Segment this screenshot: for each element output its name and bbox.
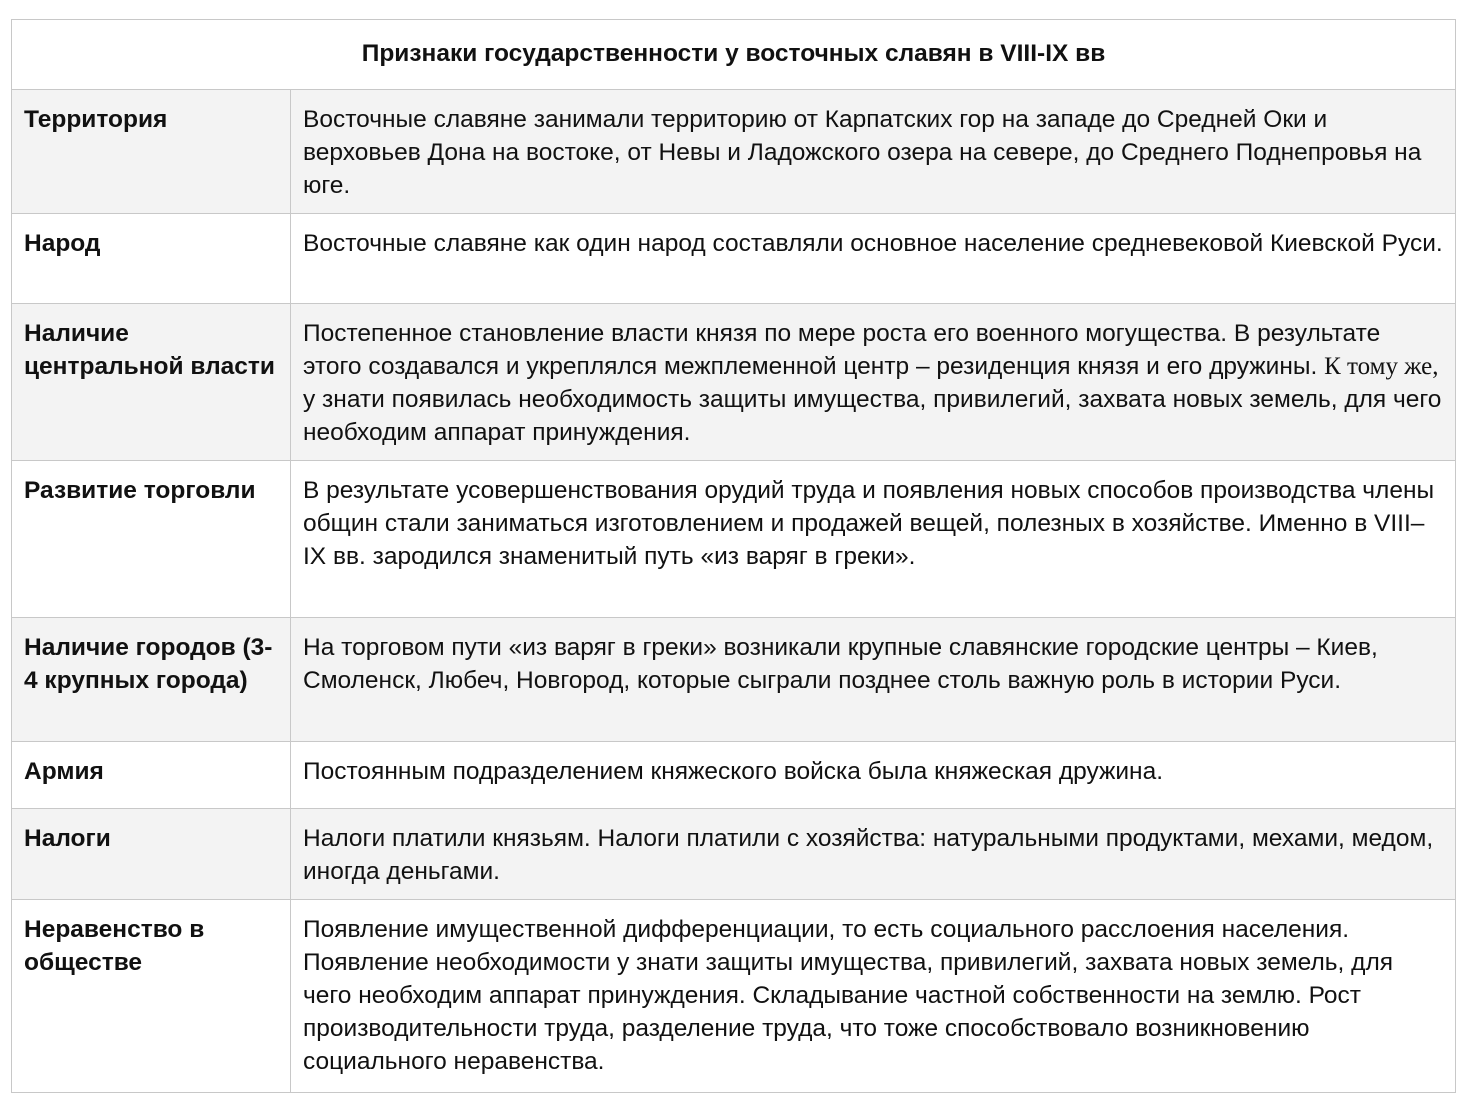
serif-phrase: К тому же,: [1324, 353, 1439, 380]
row-label-trade: Развитие торговли: [12, 461, 291, 618]
row-text-army: Постоянным подразделением княжеского войска была княжеская дружина.: [291, 742, 1456, 809]
row-text-central-power: [291, 304, 1456, 461]
row-label-inequality: Неравенство в обществе: [12, 900, 291, 1093]
row-text-trade: В результате усовершенствования орудий труда и появления новых способов производства члены общин стали заниматься изготовлением и продажей вещей, полезных в хозяйстве. Именно в VIII–IX вв. зародился знаменитый путь «из варяг в греки».: [291, 461, 1456, 618]
text-part: у знати появилась необходимость защиты имущества, привилегий, захвата новых земель, для чего необходим аппарат принуждения.: [303, 386, 1442, 446]
table-row: [12, 461, 1456, 618]
table-row: [12, 304, 1456, 461]
table-header-row: [12, 20, 1456, 90]
text-part: Постепенное становление власти князя по мере роста его военного могущества. В результате этого создавался и укреплялся межплеменной центр – резиденция князя и его дружины.: [303, 320, 1381, 380]
row-label-army: Армия: [12, 742, 291, 809]
document: [11, 19, 1456, 1093]
table-row: [12, 742, 1456, 809]
row-text-cities: На торговом пути «из варяг в греки» возникали крупные славянские городские центры – Киев, Смоленск, Любеч, Новгород, которые сыграли позднее столь важную роль в истории Руси.: [291, 618, 1456, 742]
row-label-taxes: Налоги: [12, 809, 291, 900]
row-text-inequality: Появление имущественной дифференциации, то есть социального расслоения населения. Появление необходимости у знати защиты имущества, привилегий, захвата новых земель, для чего необходим аппарат принуждения. Складывание частной собственности на землю. Рост производительности труда, разделение труда, что тоже способствовало возникновению социального неравенства.: [291, 900, 1456, 1093]
table-row: [12, 809, 1456, 900]
row-text-territory: Восточные славяне занимали территорию от Карпатских гор на западе до Средней Оки и верховьев Дона на востоке, от Невы и Ладожского озера на севере, до Среднего Поднепровья на юге.: [291, 90, 1456, 214]
row-text-people: Восточные славяне как один народ составляли основное население средневековой Киевской Руси.: [291, 214, 1456, 304]
table-title: Признаки государственности у восточных славян в VIII-IX вв: [12, 20, 1456, 90]
table-row: [12, 90, 1456, 214]
row-label-people: Народ: [12, 214, 291, 304]
statehood-table: [11, 19, 1456, 1093]
row-text-taxes: Налоги платили князьям. Налоги платили с хозяйства: натуральными продуктами, мехами, медом, иногда деньгами.: [291, 809, 1456, 900]
table-row: [12, 900, 1456, 1093]
table-row: [12, 618, 1456, 742]
row-label-central-power: Наличие центральной власти: [12, 304, 291, 461]
row-label-cities: Наличие городов (3-4 крупных города): [12, 618, 291, 742]
table-row: [12, 214, 1456, 304]
row-label-territory: Территория: [12, 90, 291, 214]
